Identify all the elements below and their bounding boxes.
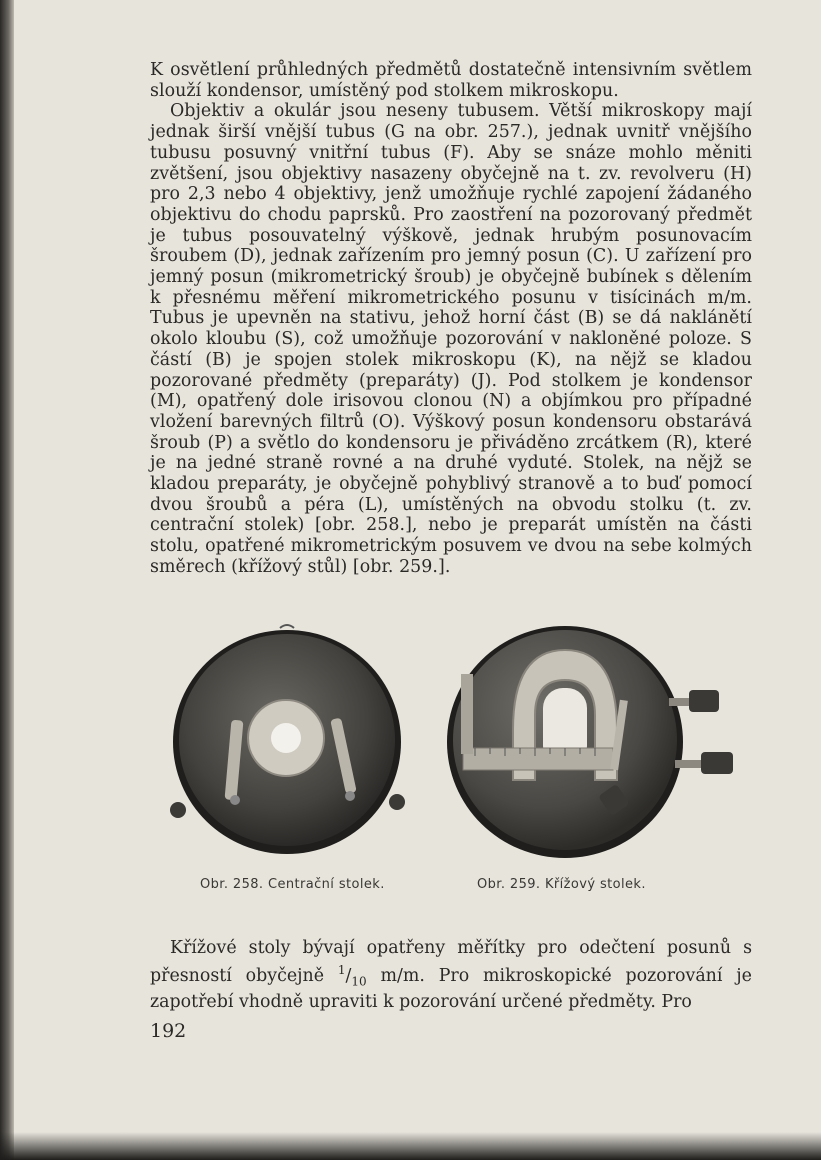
bottom-text [150,938,752,1014]
figure-centration-stage [160,620,420,870]
paragraph-3: Křížové stoly bývají opatřeny měřítky pro odečtení posunů s přesností obyčejně $^1/_{10}$ m/m. Pro mikroskopické pozorování je zapotřebí vhodně upraviti k pozorování určené předměty. Pro [150,938,752,1013]
book-binding-shadow [0,0,14,1160]
paragraph-3-before: Křížové stoly bývají opatřeny měřítky pro odečtení posunů s přesností obyčejně [150,938,752,986]
figure-cross-stage [435,620,755,870]
paragraph-3-after: m/m. Pro mikroskopické pozorování je zapotřebí vhodně upraviti k pozorování určené předměty. Pro [150,965,752,1013]
fraction-denominator: 10 [351,973,367,988]
caption-figure-259: Obr. 259. Křížový stolek. [477,877,646,892]
main-text [150,60,752,578]
paragraph-2: Objektiv a okulár jsou neseny tubusem. Větší mikroskopy mají jednak širší vnější tubus (G na obr. 257.), jednak uvnitř vnějšího tubusu posuvný vnitřní tubus (F). Aby se snáze mohlo měniti zvětšení, jsou objektivy nasazeny obyčejně na t. zv. revolveru (H) pro 2,3 nebo 4 objektivy, jenž umožňuje rychlé zapojení žádaného objektivu do chodu paprsků. Pro zaostření na pozorovaný předmět je tubus posouvatelný výškově, jednak hrubým posunovacím šroubem (D), jednak zařízením pro jemný posun (C). U zařízení pro jemný posun (mikrometrický šroub) je obyčejně bubínek s dělením k přesnému měření mikrometrického posunu v tisícinách m/m. Tubus je upevněn na stativu, jehož horní část (B) se dá naklánětí okolo kloubu (S), což umožňuje pozorování v nakloněné poloze. S částí (B) je spojen stolek mikroskopu (K), na nějž se kladou pozorované předměty (preparáty) (J). Pod stolkem je kondensor (M), opatřený dole irisovou clonou (N) a objímkou pro případné vložení barevných filtrů (O). Výškový posun kondensoru obstarává šroub (P) a světlo do kondensoru je přiváděno zrcátkem (R), které je na jedné straně rovné a na druhé vyduté. Stolek, na nějž se kladou preparáty, je obyčejně pohyblivý stranově a to buď pomocí dvou šroubů a péra (L), umístěných na obvodu stolku (t. zv. centrační stolek) [obr. 258.], nebo je preparát umístěn na části stolu, opatřené mikrometrickým posuvem ve dvou na sebe kolmých směrech (křížový stůl) [obr. 259.]. [150,101,752,577]
caption-figure-258: Obr. 258. Centrační stolek. [200,877,385,892]
paragraph-1: K osvětlení průhledných předmětů dostatečně intensivním světlem slouží kondensor, umístěný pod stolkem mikroskopu. [150,60,752,101]
page-edge-shadow [0,1132,821,1160]
fraction-numerator: 1 [337,962,346,977]
figures [160,620,760,900]
page-number: 192 [150,1020,187,1042]
